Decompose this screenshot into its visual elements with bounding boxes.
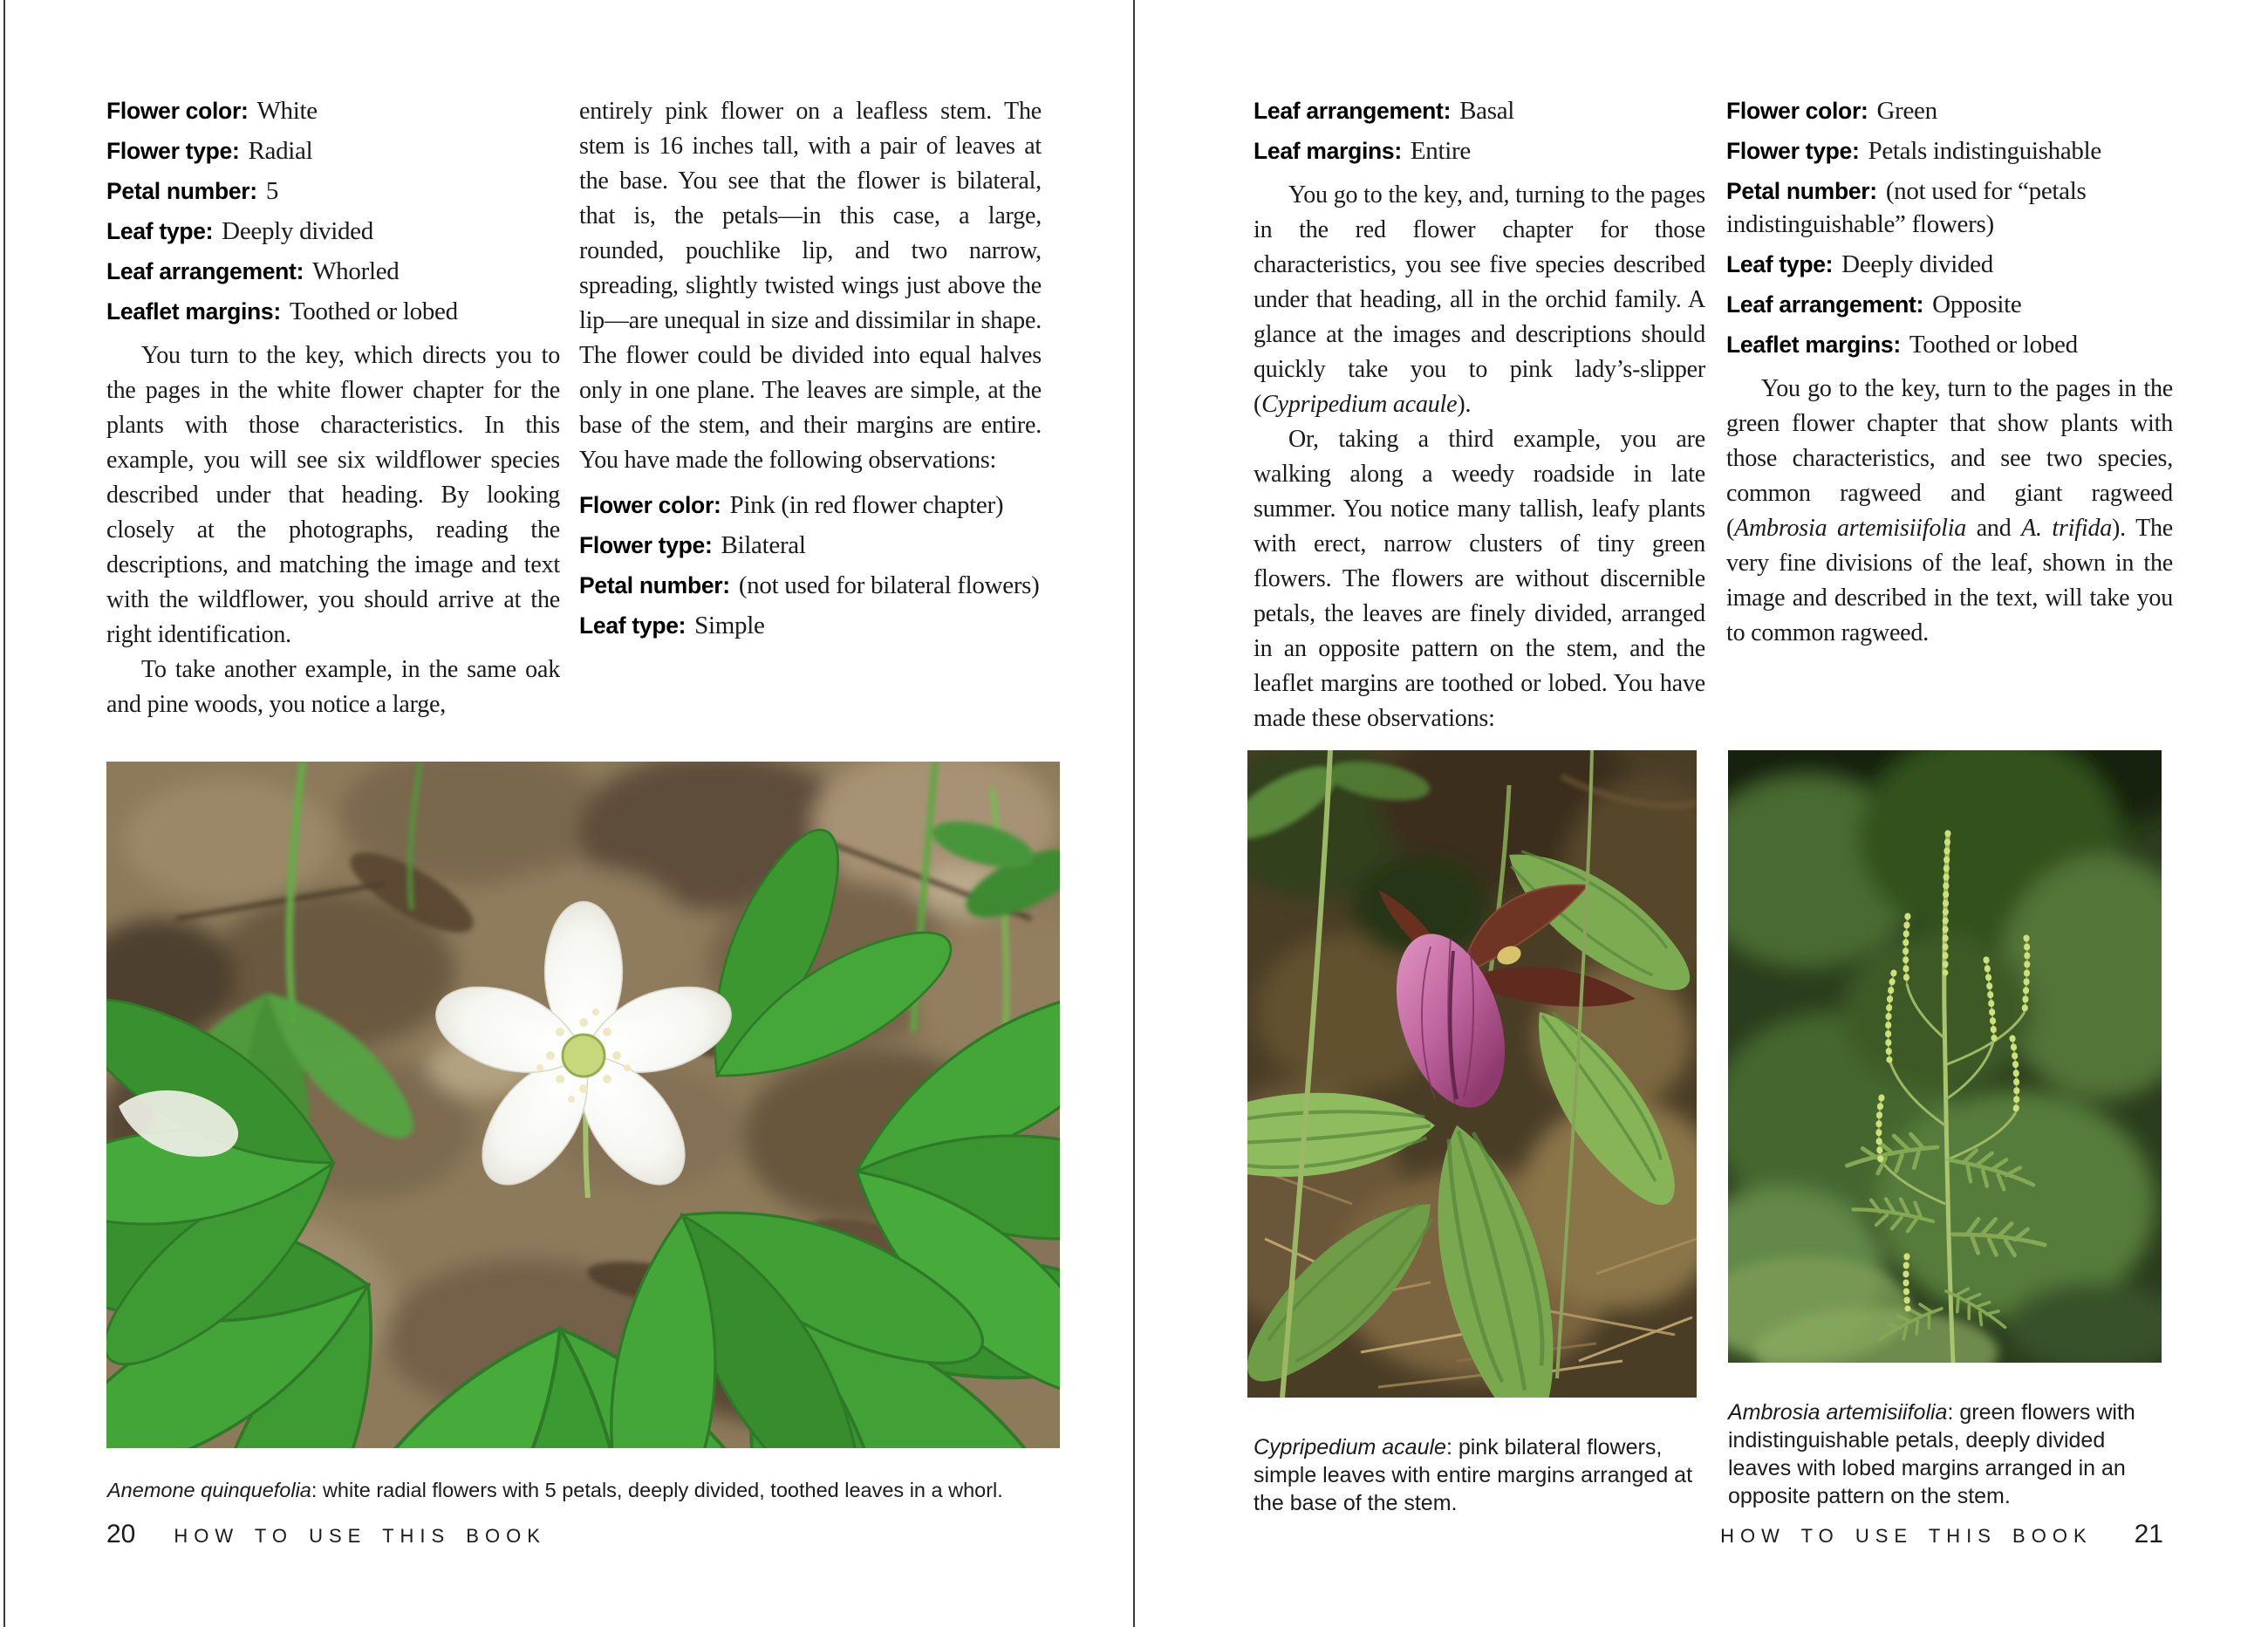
observation-row — [106, 255, 560, 288]
observation-row — [1254, 94, 1705, 127]
left-observations-list — [106, 94, 560, 722]
observation-value: Basal — [1459, 97, 1515, 125]
caption-text: : pink bilateral flowers, simple leaves with entire margins arranged at the base of the stem. — [1254, 1435, 1693, 1515]
running-title: HOW TO USE THIS BOOK — [174, 1525, 546, 1547]
right-page-footer — [1254, 1520, 2163, 1549]
observation-label: Flower color: — [1726, 98, 1868, 124]
observation-value: Opposite — [1932, 291, 2022, 318]
observation-label: Flower type: — [579, 532, 713, 558]
species-name-inline: Cypripedium acaule — [1261, 391, 1458, 418]
observation-value: Green — [1876, 97, 1937, 125]
observation-label: Flower type: — [1726, 138, 1860, 164]
species-name-inline: A. trifida — [2021, 515, 2113, 542]
body-paragraph: You turn to the key, which directs you to the pages in the white flower chapter for the plants with those characteristics. In this example, you will see six wildflower species described under that heading. By looking closely at the photographs, reading the descriptions, and matching the image and text with the wildflower, you should arrive at the right identification. — [106, 342, 560, 648]
observation-row — [1726, 134, 2173, 167]
observation-label: Flower color: — [106, 98, 249, 124]
observation-row — [106, 295, 560, 328]
observation-row — [579, 609, 1042, 642]
paragraph-segment: You go to the key, turn to the pages in the green flower chapter that show plants with those characteristics, and see two species, common ragweed and giant ragweed ( — [1726, 375, 2173, 542]
observation-value: Toothed or lobed — [289, 297, 458, 325]
observation-row — [1254, 134, 1705, 167]
observation-value: White — [256, 97, 318, 125]
observation-label: Leaf type: — [579, 612, 687, 639]
observation-row — [579, 529, 1042, 562]
running-title: HOW TO USE THIS BOOK — [1720, 1525, 2093, 1547]
species-caption — [1254, 1433, 1703, 1517]
species-name-inline: Ambrosia artemisiifolia — [1734, 515, 1967, 542]
page-number: 20 — [106, 1520, 136, 1548]
observation-value: (not used for bilateral flowers) — [738, 571, 1040, 599]
observation-label: Flower color: — [579, 492, 721, 518]
observation-label: Leaf type: — [106, 218, 214, 244]
observation-label: Leaf margins: — [1254, 138, 1402, 164]
paragraph-segment: You go to the key, and, turning to the pages in the red flower chapter for those characteristics, you see five species described under that heading, all in the orchid family. A glance at the images and descriptions should quickly take you to pink lady’s-slipper ( — [1254, 181, 1705, 418]
observation-label: Leaf type: — [1726, 251, 1834, 277]
ragweed-photo — [1728, 750, 2162, 1363]
species-name: Cypripedium acaule — [1254, 1435, 1446, 1460]
observation-value: Entire — [1410, 137, 1471, 165]
observation-value: Radial — [248, 137, 313, 165]
species-name: Anemone quinquefolia — [107, 1478, 311, 1501]
observation-row — [106, 215, 560, 248]
paragraph-segment: ). — [1457, 391, 1472, 418]
left-page-footer — [106, 1520, 1060, 1549]
species-caption — [1728, 1398, 2169, 1510]
observation-label: Leaf arrangement: — [1254, 98, 1452, 124]
observation-row — [106, 134, 560, 167]
page-number: 21 — [2134, 1520, 2163, 1548]
observation-label: Petal number: — [106, 178, 257, 204]
body-paragraph: entirely pink flower on a leafless stem. The stem is 16 inches tall, with a pair of leaves at the base. You see that the flower is bilateral, that is, the petals—in this case, a large, rounded, pouchlike lip, and two narrow, spreading, slightly twisted wings just above the lip—are unequal in size and dissimilar in shape. The flower could be divided into equal halves only in one plane. The leaves are simple, at the base of the stem, and their margins are entire. You have made the following observations: — [579, 98, 1042, 474]
observation-label: Leaflet margins: — [106, 298, 281, 325]
observation-row — [106, 94, 560, 127]
observation-label: Leaflet margins: — [1726, 332, 1901, 358]
observation-value: (not used for “petals indistinguishable” flowers) — [1726, 177, 2087, 238]
page-divider-line — [1133, 0, 1135, 1627]
observation-row — [1726, 288, 2173, 321]
species-name: Ambrosia artemisiifolia — [1728, 1400, 1948, 1425]
body-paragraph — [1254, 178, 1705, 422]
caption-text: : white radial flowers with 5 petals, deeply divided, toothed leaves in a whorl. — [311, 1478, 1003, 1501]
anemone-photo — [106, 762, 1060, 1448]
observation-label: Leaf arrangement: — [1726, 291, 1924, 318]
observation-value: Whorled — [312, 257, 400, 285]
observation-row — [1726, 248, 2173, 281]
observation-value: Deeply divided — [1841, 250, 1993, 278]
observation-label: Petal number: — [579, 572, 730, 598]
right-column-2 — [1726, 94, 2173, 747]
observation-label: Petal number: — [1726, 178, 1877, 204]
page-edge-line — [3, 0, 5, 1627]
observation-value: Pink (in red flower chapter) — [729, 491, 1004, 519]
observation-label: Leaf arrangement: — [106, 258, 304, 284]
observation-row — [579, 569, 1042, 602]
left-column-2 — [579, 94, 1042, 757]
caption-text: : green flowers with indistinguishable petals, deeply divided leaves with lobed margins arranged in an opposite pattern on the stem. — [1728, 1400, 2135, 1508]
observation-value: Toothed or lobed — [1909, 331, 2078, 359]
observation-value: Simple — [694, 612, 765, 639]
observation-value: Bilateral — [721, 531, 806, 559]
observation-value: Petals indistinguishable — [1868, 137, 2101, 165]
body-paragraph: Or, taking a third example, you are walking along a weedy roadside in late summer. You notice many tallish, leafy plants with erect, narrow clusters of tiny green flowers. The flowers are without discernible petals, the leaves are finely divided, arranged in an opposite pattern on the stem, and the leaflet margins are toothed or lobed. You have made these observations: — [1254, 426, 1705, 732]
observation-row — [579, 489, 1042, 522]
species-caption — [107, 1476, 1119, 1504]
observation-row — [1726, 174, 2173, 241]
observation-value: Deeply divided — [222, 217, 373, 245]
observation-label: Flower type: — [106, 138, 240, 164]
paragraph-segment: and — [1966, 515, 2022, 542]
observation-row — [1726, 94, 2173, 127]
ladys-slipper-photo — [1247, 750, 1697, 1398]
right-column-1 — [1254, 94, 1705, 747]
observation-row — [1726, 328, 2173, 361]
paragraph-segment: ). The very fine divisions of the leaf, shown in the image and described in the text, will take you to common ragweed. — [1726, 515, 2173, 646]
observation-value: 5 — [265, 177, 279, 205]
body-paragraph — [1726, 372, 2173, 651]
body-paragraph: To take another example, in the same oak and pine woods, you notice a large, — [106, 656, 560, 718]
observation-row — [106, 174, 560, 208]
